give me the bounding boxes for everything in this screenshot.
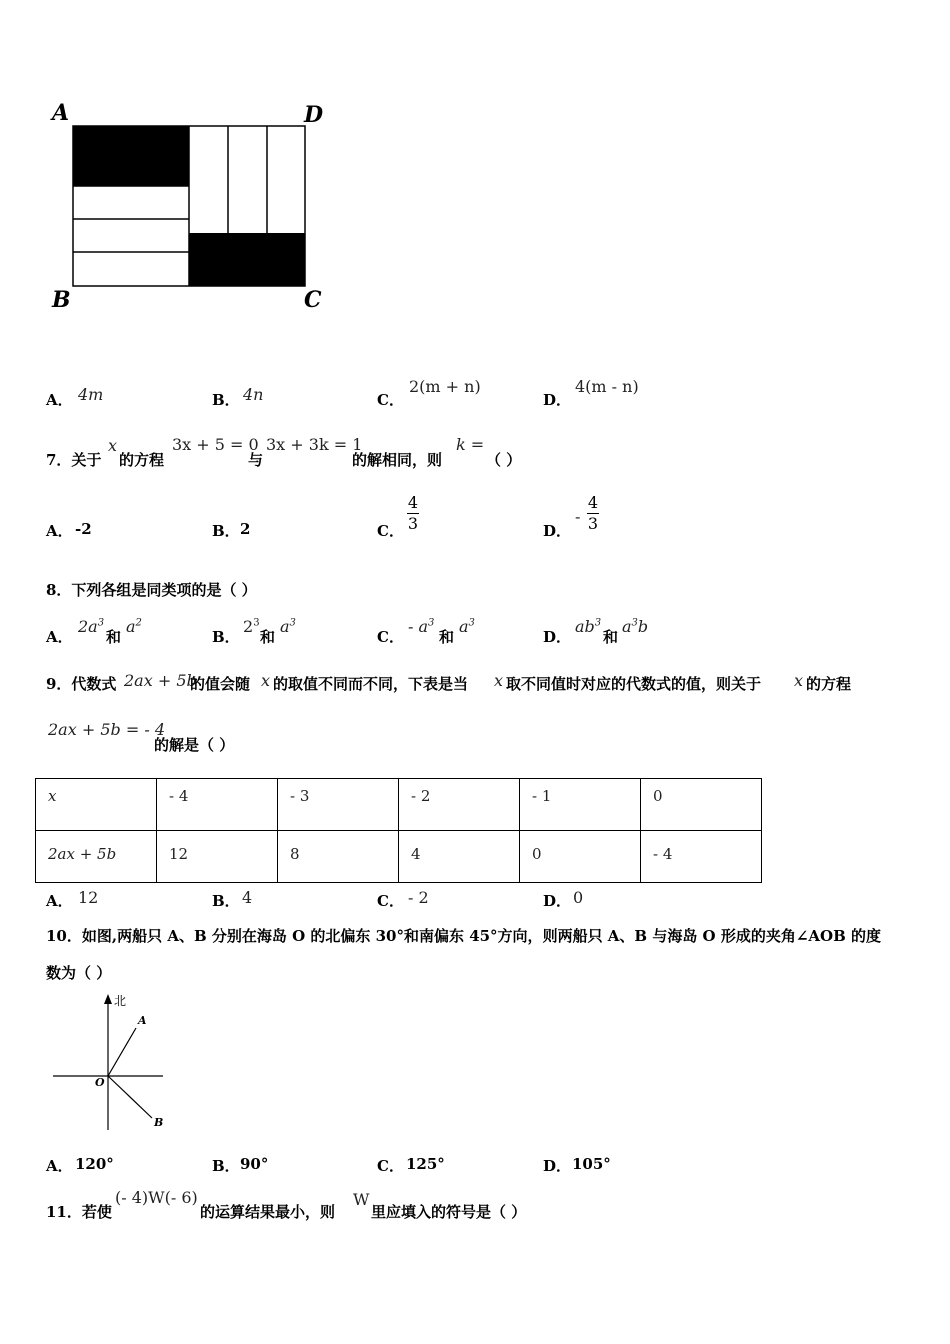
q8-option-b-left-base: 2 bbox=[243, 617, 254, 636]
q10-option-a-value: 120° bbox=[75, 1155, 114, 1173]
q9-option-d-value: 0 bbox=[573, 888, 584, 907]
q11-text-3: 里应填入的符号是（ ） bbox=[371, 1203, 527, 1221]
q9-option-b-value: 4 bbox=[242, 888, 253, 907]
table-cell: - 4 bbox=[157, 779, 278, 831]
q9-option-c-letter: C． bbox=[377, 892, 404, 910]
q8-option-a-right bbox=[126, 617, 142, 636]
q7-option-b-letter: B． bbox=[212, 522, 240, 540]
table-cell: - 4 bbox=[641, 831, 762, 883]
q6-option-b-letter: B． bbox=[212, 391, 240, 409]
table-row bbox=[36, 779, 762, 831]
q11-w: W bbox=[353, 1190, 370, 1209]
q8-option-d-letter: D． bbox=[543, 628, 572, 646]
q10-option-d-letter: D． bbox=[543, 1157, 572, 1175]
q9-option-a-letter: A． bbox=[46, 892, 73, 910]
q7-option-d-sign: - bbox=[575, 507, 581, 526]
q9-var-2: x bbox=[494, 671, 504, 690]
q9-text-1: 9．代数式 bbox=[46, 675, 117, 693]
vertex-label-a: A bbox=[52, 100, 70, 126]
q8-option-d-left-base: ab bbox=[575, 617, 595, 636]
q6-option-d-letter: D． bbox=[543, 391, 572, 409]
q8-option-b-left bbox=[243, 617, 260, 636]
q10-line-1: 10．如图,两船只 A、B 分别在海岛 O 的北偏东 30°和南偏东 45°方向，则两船只 A、B 与海岛 O 形成的夹角∠AOB 的度 bbox=[46, 927, 882, 945]
q8-option-c-left-base: - a bbox=[408, 617, 429, 636]
q11-text-1: 11．若使 bbox=[46, 1203, 112, 1221]
q7-eq1: 3x + 5 = 0 bbox=[172, 435, 259, 454]
q9-text-3: 的取值不同而不同，下表是当 bbox=[273, 675, 469, 693]
table-cell: 0 bbox=[641, 779, 762, 831]
vertex-label-b: B bbox=[52, 287, 71, 313]
q8-option-b-he: 和 bbox=[260, 628, 276, 646]
q8-option-b-letter: B． bbox=[212, 628, 240, 646]
q8-option-d-right-exp: 3 bbox=[631, 617, 638, 629]
q9-option-b-letter: B． bbox=[212, 892, 240, 910]
q6-option-c-letter: C． bbox=[377, 391, 404, 409]
q8-option-a-letter: A． bbox=[46, 628, 73, 646]
q9-values-table bbox=[35, 778, 762, 883]
q8-text: 8．下列各组是同类项的是（ ） bbox=[46, 581, 257, 599]
q8-option-d-he: 和 bbox=[603, 628, 619, 646]
q9-option-a-value: 12 bbox=[78, 888, 99, 907]
q9-equation: 2ax + 5b = - 4 bbox=[48, 720, 165, 739]
q7-option-d-denominator: 3 bbox=[587, 514, 599, 534]
table-cell: - 2 bbox=[399, 779, 520, 831]
q7-option-c-numerator: 4 bbox=[407, 493, 419, 512]
q10-option-a-letter: A． bbox=[46, 1157, 73, 1175]
q9-text-2: 的值会随 bbox=[190, 675, 251, 693]
table-cell: - 1 bbox=[520, 779, 641, 831]
q8-option-c-left bbox=[408, 617, 434, 636]
table-cell: x bbox=[36, 779, 157, 831]
q9-option-c-value: - 2 bbox=[408, 888, 429, 907]
q8-option-d-right bbox=[622, 617, 648, 636]
q7-option-a-letter: A． bbox=[46, 522, 73, 540]
compass-figure bbox=[48, 990, 178, 1135]
q7-option-d-fraction bbox=[587, 494, 599, 534]
q11-text-2: 的运算结果最小，则 bbox=[200, 1203, 336, 1221]
q7-text-4: （ ） bbox=[486, 451, 522, 469]
q8-option-c-letter: C． bbox=[377, 628, 404, 646]
q8-option-c-right-exp: 3 bbox=[468, 617, 475, 629]
q7-eq2: 3x + 3k = 1 bbox=[266, 435, 363, 454]
q6-option-b-expr: 4n bbox=[243, 385, 264, 404]
north-label: 北 bbox=[114, 994, 127, 1008]
q6-option-c-expr: 2(m + n) bbox=[409, 377, 481, 396]
q7-num: 7．关于 bbox=[46, 451, 102, 469]
q10-option-b-value: 90° bbox=[240, 1155, 269, 1173]
q7-option-a-value: -2 bbox=[75, 520, 92, 538]
point-label-a: A bbox=[138, 1014, 147, 1027]
q8-option-d-right-tail: b bbox=[637, 617, 649, 636]
q9-expr: 2ax + 5b bbox=[124, 671, 197, 690]
q8-option-d-left bbox=[575, 617, 601, 636]
q8-option-b-left-exp: 3 bbox=[253, 617, 260, 629]
q7-option-c-letter: C． bbox=[377, 522, 404, 540]
q9-text-6: 的解是（ ） bbox=[154, 736, 235, 754]
q7-eq3: k = bbox=[456, 435, 485, 454]
table-cell: 4 bbox=[399, 831, 520, 883]
point-label-o: O bbox=[95, 1076, 105, 1089]
q10-line-2: 数为（ ） bbox=[46, 964, 112, 982]
q8-option-a-right-base: a bbox=[126, 617, 136, 636]
q7-option-c-fraction bbox=[407, 494, 419, 534]
q9-text-5: 的方程 bbox=[806, 675, 852, 693]
q6-option-d-expr: 4(m - n) bbox=[575, 377, 639, 396]
q6-option-a-letter: A． bbox=[46, 391, 73, 409]
q11-expr: (- 4)W(- 6) bbox=[115, 1188, 198, 1207]
q8-option-a-left-exp: 3 bbox=[97, 617, 105, 629]
q9-var-3: x bbox=[794, 671, 804, 690]
q8-option-b-right-base: a bbox=[280, 617, 290, 636]
vertex-label-c: C bbox=[304, 287, 322, 313]
q8-option-a-left bbox=[78, 617, 104, 636]
q8-option-c-right bbox=[459, 617, 475, 636]
q7-text-1: 的方程 bbox=[119, 451, 165, 469]
table-row bbox=[36, 831, 762, 883]
rectangle-figure bbox=[40, 95, 340, 315]
q9-option-d-letter: D． bbox=[543, 892, 572, 910]
point-label-b: B bbox=[154, 1116, 164, 1129]
q8-option-c-he: 和 bbox=[439, 628, 455, 646]
q7-text-3: 的解相同，则 bbox=[352, 451, 443, 469]
q8-option-c-left-exp: 3 bbox=[428, 617, 435, 629]
q8-option-c-right-base: a bbox=[459, 617, 469, 636]
table-cell: 0 bbox=[520, 831, 641, 883]
q7-text-2: 与 bbox=[248, 451, 264, 469]
table-cell: - 3 bbox=[278, 779, 399, 831]
q10-option-c-letter: C． bbox=[377, 1157, 404, 1175]
q7-option-d-letter: D． bbox=[543, 522, 572, 540]
q9-var-1: x bbox=[261, 671, 271, 690]
q10-option-c-value: 125° bbox=[406, 1155, 445, 1173]
vertex-label-d: D bbox=[304, 102, 324, 128]
q10-option-d-value: 105° bbox=[572, 1155, 611, 1173]
q7-var: x bbox=[108, 436, 118, 455]
q7-option-c-denominator: 3 bbox=[407, 514, 419, 534]
q8-option-a-right-exp: 2 bbox=[135, 617, 142, 629]
table-cell: 8 bbox=[278, 831, 399, 883]
q8-option-a-left-base: 2a bbox=[78, 617, 98, 636]
rectangle-diagram bbox=[40, 95, 340, 315]
q6-option-a-expr: 4m bbox=[78, 385, 104, 404]
compass-diagram bbox=[48, 990, 178, 1135]
q9-text-4: 取不同值时对应的代数式的值，则关于 bbox=[506, 675, 762, 693]
q8-option-d-right-base: a bbox=[622, 617, 632, 636]
q7-option-d-numerator: 4 bbox=[587, 493, 599, 512]
table-cell: 12 bbox=[157, 831, 278, 883]
q8-option-b-right-exp: 3 bbox=[289, 617, 296, 629]
table-cell: 2ax + 5b bbox=[36, 831, 157, 883]
q7-option-b-value: 2 bbox=[240, 520, 251, 538]
q8-option-a-he: 和 bbox=[106, 628, 122, 646]
q8-option-b-right bbox=[280, 617, 296, 636]
q8-option-d-left-exp: 3 bbox=[594, 617, 602, 629]
q10-option-b-letter: B． bbox=[212, 1157, 240, 1175]
